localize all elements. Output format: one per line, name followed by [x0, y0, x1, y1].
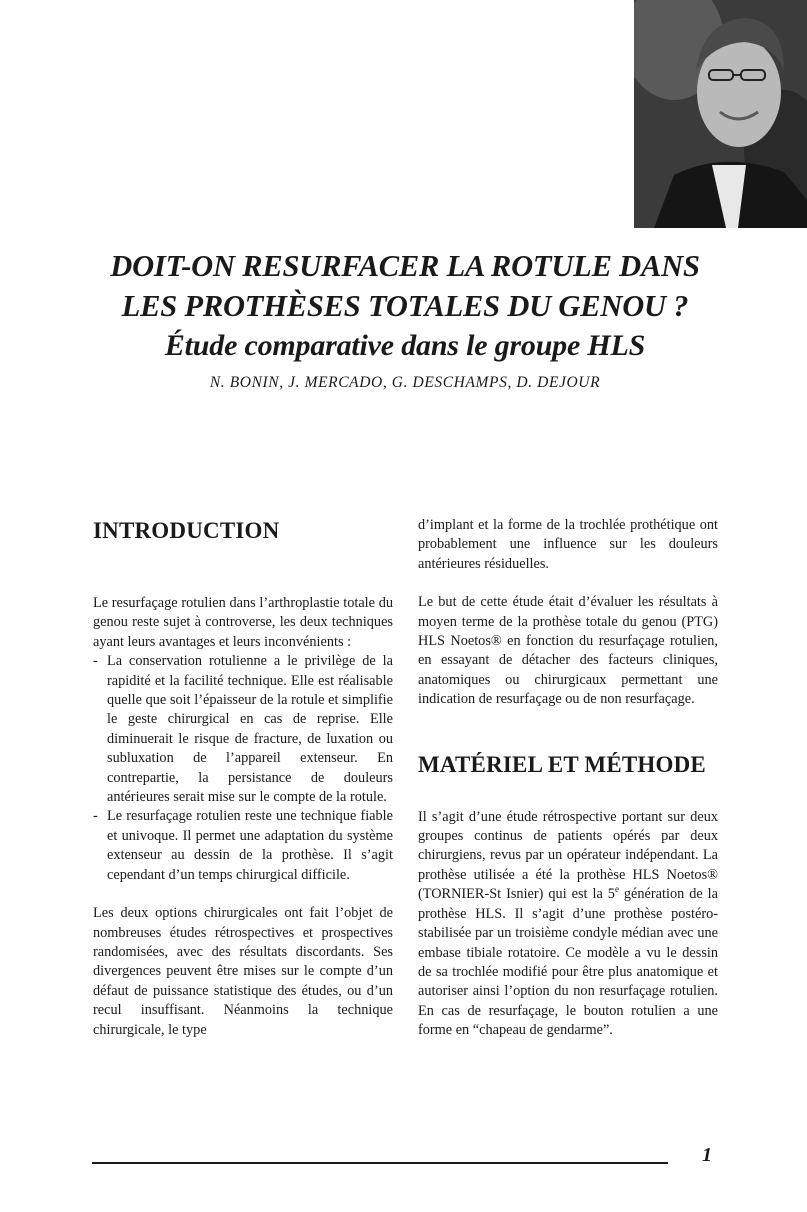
right-column: [418, 516, 718, 1041]
introduction-heading: INTRODUCTION: [93, 518, 280, 543]
title-line-1: DOIT-ON RESURFACER LA ROTULE DANS: [110, 249, 700, 283]
intro-bullet-1: - La conservation rotulienne a le privilège de la rapidité et la facilité technique. Elle est réalisable quelle que soit l’épaisseur de la rotule et simplifie le geste chirurgical en cas de reprise. Elle diminuerait le risque de fracture, de luxation ou subluxation de l’appareil extenseur. En contrepartie, la persistance de douleurs antérieures serait mise sur le compte de la rotule.: [93, 652, 393, 807]
title-subtitle: Étude comparative dans le groupe HLS: [164, 329, 646, 362]
author-photo: [634, 0, 807, 228]
author-list: N. BONIN, J. MERCADO, G. DESCHAMPS, D. DEJOUR: [209, 374, 601, 391]
intro-paragraph-3: Le but de cette étude était d’évaluer les résultats à moyen terme de la prothèse totale du genou (PTG) HLS Noetos® en fonction du resurfaçage rotulien, en essayant de détacher des facteurs cliniques, anatomiques ou chirurgicaux permettant une indication de resurfaçage ou de non resurfaçage.: [418, 594, 718, 708]
page-number: 1: [702, 1144, 712, 1166]
superscript-e: e: [614, 884, 619, 895]
intro-paragraph-2: Les deux options chirurgicales ont fait l’objet de nombreuses études rétrospectives et prospectives randomisées, avec des résultats discordants. Ses divergences peuvent être mises sur le compte d’un défaut de puissance statistique des études, ou d’un recul insuffisant. Néanmoins la technique chirurgicale, le type: [93, 905, 393, 1038]
methods-heading: MATÉRIEL ET MÉTHODE: [418, 751, 706, 777]
intro-bullet-2: - Le resurfaçage rotulien reste une technique fiable et univoque. Il permet une adaptation du système extenseur au dessin de la prothèse. Il s’agit cependant d’un temps chirurgical difficile.: [93, 807, 393, 885]
footer-rule: [92, 1162, 668, 1164]
left-column: [93, 516, 393, 1040]
methods-text-a: Il s’agit d’une étude rétrospective portant sur deux groupes continus de patients opérés par deux chirurgiens, revus par un opérateur indépendant. La prothèse utilisée a été la prothèse HLS Noetos® (TORNIER-St Isnier) qui est la 5: [418, 808, 718, 903]
intro-paragraph-1: Le resurfaçage rotulien dans l’arthroplastie totale du genou reste sujet à controverse, les deux techniques ayant leurs avantages et leurs inconvénients :: [93, 595, 393, 650]
methods-text-b: génération de la prothèse HLS. Il s’agit d’une prothèse postéro-stabilisée par un troisième condyle médian avec une embase tibiale rotatoire. Ce modèle a vu le dessin de sa trochlée modifié pour être plus anatomique et autoriser ainsi l’option du non resurfaçage rotulien. En cas de resurfaçage, le bouton rotulien a une forme en “chapeau de gendarme”.: [418, 886, 719, 1039]
intro-paragraph-2-continued: d’implant et la forme de la trochlée prothétique ont probablement une influence sur les douleurs antérieures résiduelles.: [418, 517, 718, 572]
portrait-illustration: [634, 0, 807, 228]
intro-bullet-list: [93, 652, 393, 885]
methods-paragraph-1: [418, 808, 718, 1041]
title-line-2: LES PROTHÈSES TOTALES DU GENOU ?: [121, 289, 689, 323]
article-title: [60, 246, 750, 366]
